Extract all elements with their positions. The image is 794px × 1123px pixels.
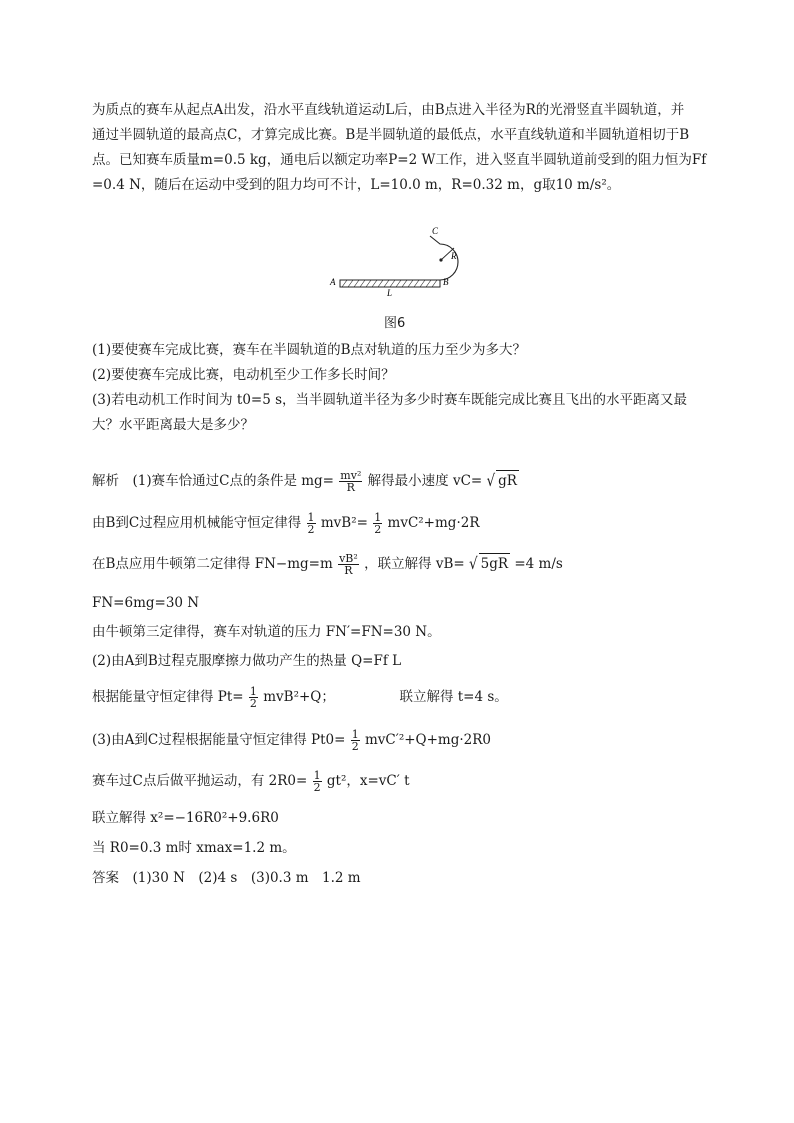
- solution-line-1: 解析 (1)赛车恰通过C点的条件是 mg= $\frac{\text{mv²}}{R}$ 解得最小速度 vC= √ gR: [92, 469, 517, 494]
- solution-line-4: FN=6mg=30 N: [92, 595, 200, 611]
- solution-line-8: (3)由A到C过程根据能量守恒定律得 Pt0= $\frac{1}{2}$ mvC′²+Q+mg·2R0: [92, 728, 492, 753]
- solution-line-11: 当 R0=0.3 m时 xmax=1.2 m。: [92, 840, 296, 856]
- sqrt-expression: gR: [496, 470, 519, 491]
- solution-line-10: 联立解得 x²=−16R0²+9.6R0: [92, 810, 279, 826]
- question-3: (3)若电动机工作时间为 t0=5 s，当半圆轨道半径为多少时赛车既能完成比赛且飞出的水平距离又最: [92, 392, 688, 408]
- label-A: A: [330, 277, 336, 287]
- solution-line-3: 在B点应用牛顿第二定律得 FN−mg=m $\frac{\text{vB²}}{R}$ ，联立解得 vB= √ 5gR =4 m/s: [92, 552, 563, 577]
- problem-intro: [92, 98, 712, 198]
- question-3-cont: 大？水平距离最大是多少？: [92, 417, 254, 433]
- question-2: (2)要使赛车完成比赛，电动机至少工作多长时间？: [92, 367, 395, 383]
- solution-line-9: 赛车过C点后做平抛运动，有 2R0= $\frac{1}{2}$ gt²，x=vC′ t: [92, 769, 410, 794]
- solution-line-5: 由牛顿第三定律得，赛车对轨道的压力 FN′=FN=30 N。: [92, 624, 441, 640]
- intro-line-2: 通过半圆轨道的最高点C，才算完成比赛。B是半圆轨道的最低点，水平直线轨道和半圆轨道相切于B: [92, 127, 690, 143]
- label-R: R: [451, 251, 457, 261]
- solution-line-7: 根据能量守恒定律得 Pt= $\frac{1}{2}$ mvB²+Q； 联立解得 t=4 s。: [92, 685, 508, 710]
- solution-line-6: (2)由A到B过程克服摩擦力做功产生的热量 Q=Ff L: [92, 653, 402, 669]
- track-diagram: [320, 222, 470, 322]
- questions: [92, 338, 712, 438]
- answer-line: 答案 (1)30 N (2)4 s (3)0.3 m 1.2 m: [92, 870, 361, 886]
- label-B: B: [443, 277, 449, 287]
- intro-line-3: 点。已知赛车质量m=0.5 kg，通电后以额定功率P=2 W工作，进入竖直半圆轨道前受到的阻力恒为Ff: [92, 152, 707, 168]
- intro-line-1: 为质点的赛车从起点A出发，沿水平直线轨道运动L后，由B点进入半径为R的光滑竖直半圆轨道，并: [92, 102, 685, 118]
- label-L: L: [387, 288, 393, 298]
- intro-line-4: =0.4 N，随后在运动中受到的阻力均可不计，L=10.0 m，R=0.32 m，g取10 m/s²。: [92, 177, 621, 193]
- question-1: (1)要使赛车完成比赛，赛车在半圆轨道的B点对轨道的压力至少为多大？: [92, 342, 527, 358]
- fraction: $\frac{\text{mv²}}{R}$: [340, 469, 362, 494]
- figure-caption: 图6: [384, 316, 406, 331]
- solution-line-2: 由B到C过程应用机械能守恒定律得 $\frac{1}{2}$ mvB²= $\frac{1}{2}$ mvC²+mg·2R: [92, 511, 480, 536]
- label-C: C: [432, 226, 439, 236]
